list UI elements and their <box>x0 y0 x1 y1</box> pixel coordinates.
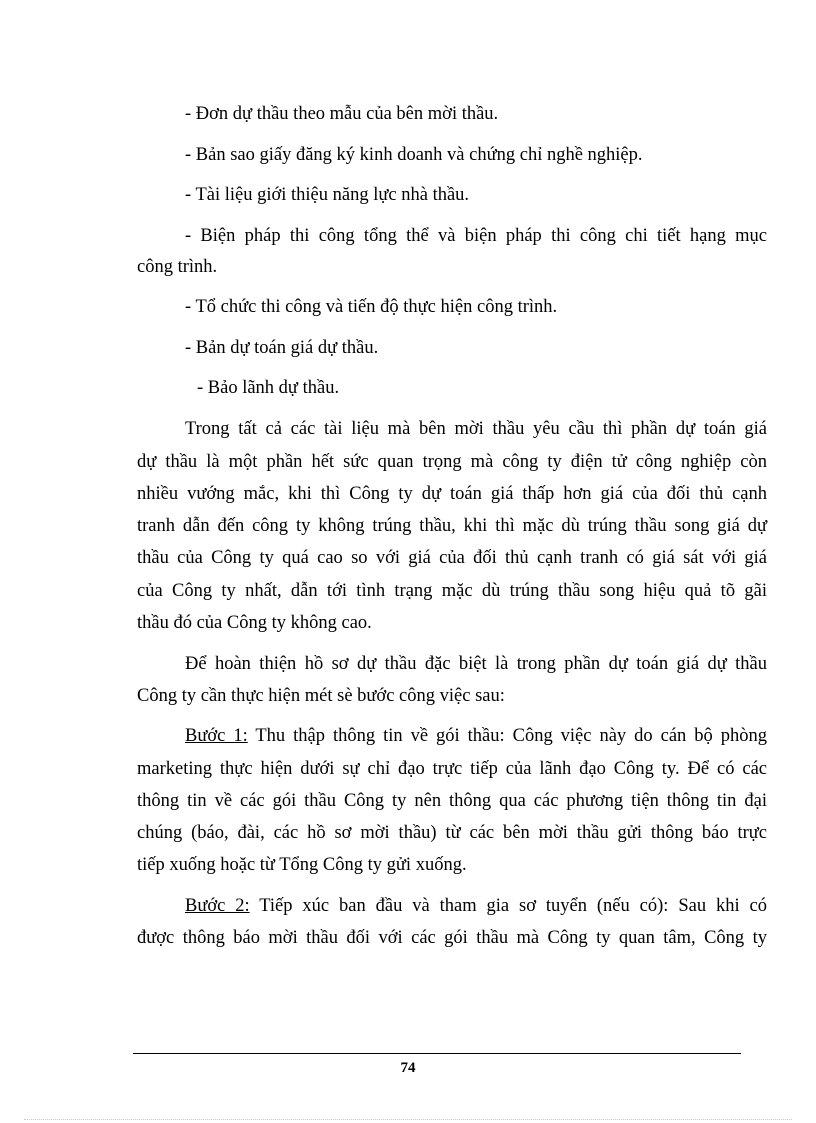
list-item-continuation: công trình. <box>137 257 218 277</box>
step-2-label: Bước 2: <box>185 896 250 916</box>
list-item: - Tài liệu giới thiệu năng lực nhà thầu. <box>185 185 470 205</box>
paragraph-line: nhiều vướng mắc, khi thì Công ty dự toán giá thấp hơn giá của đối thủ cạnh <box>137 484 767 504</box>
page-edge-divider <box>24 1119 792 1120</box>
step-1-text: Thu thập thông tin về gói thầu: Công việc này do cán bộ phòng <box>247 726 767 746</box>
list-item: - Tổ chức thi công và tiến độ thực hiện công trình. <box>185 297 558 317</box>
paragraph-line: chúng (báo, đài, các hồ sơ mời thầu) từ các bên mời thầu gửi thông báo trực <box>137 823 767 843</box>
step-1-heading-line <box>185 724 767 748</box>
paragraph-line: dự thầu là một phần hết sức quan trọng mà công ty điện tử công nghiệp còn <box>137 452 767 472</box>
paragraph-line: tiếp xuống hoặc từ Tổng Công ty gửi xuống. <box>137 855 467 875</box>
step-2-heading-line <box>185 894 767 918</box>
paragraph-line: Trong tất cả các tài liệu mà bên mời thầu yêu cầu thì phần dự toán giá <box>185 419 767 439</box>
step-1-label: Bước 1: <box>185 726 248 746</box>
list-item: - Đơn dự thầu theo mẫu của bên mời thầu. <box>185 104 499 124</box>
paragraph-line: thầu của Công ty quá cao so với giá của đối thủ cạnh tranh có giá sát với giá <box>137 548 767 568</box>
paragraph-line: thông tin về các gói thầu Công ty nên thông qua các phương tiện thông tin đại <box>137 791 767 811</box>
list-item: - Bản dự toán giá dự thầu. <box>185 338 379 358</box>
paragraph-line: marketing thực hiện dưới sự chỉ đạo trực tiếp của lãnh đạo Công ty. Để có các <box>137 759 767 779</box>
paragraph-line: được thông báo mời thầu đối với các gói thầu mà Công ty quan tâm, Công ty <box>137 928 767 948</box>
list-item: - Bảo lãnh dự thầu. <box>197 378 340 398</box>
paragraph-line: Công ty cần thực hiện mét sè bước công việc sau: <box>137 686 505 706</box>
paragraph-line: thầu đó của Công ty không cao. <box>137 613 372 633</box>
footer-divider <box>133 1053 741 1054</box>
paragraph-line: tranh dẫn đến công ty không trúng thầu, khi thì mặc dù trúng thầu song giá dự <box>137 516 767 536</box>
page-number: 74 <box>400 1060 416 1076</box>
list-item: - Bản sao giấy đăng ký kinh doanh và chứng chỉ nghề nghiệp. <box>185 145 643 165</box>
step-2-text: Tiếp xúc ban đầu và tham gia sơ tuyển (nếu có): Sau khi có <box>249 896 767 916</box>
list-item: - Biện pháp thi công tổng thể và biện pháp thi công chi tiết hạng mục <box>185 226 767 246</box>
paragraph-line: Để hoàn thiện hồ sơ dự thầu đặc biệt là trong phần dự toán giá dự thầu <box>185 654 767 674</box>
paragraph-line: của Công ty nhất, dẫn tới tình trạng mặc dù trúng thầu song hiệu quả tõ gãi <box>137 581 767 601</box>
